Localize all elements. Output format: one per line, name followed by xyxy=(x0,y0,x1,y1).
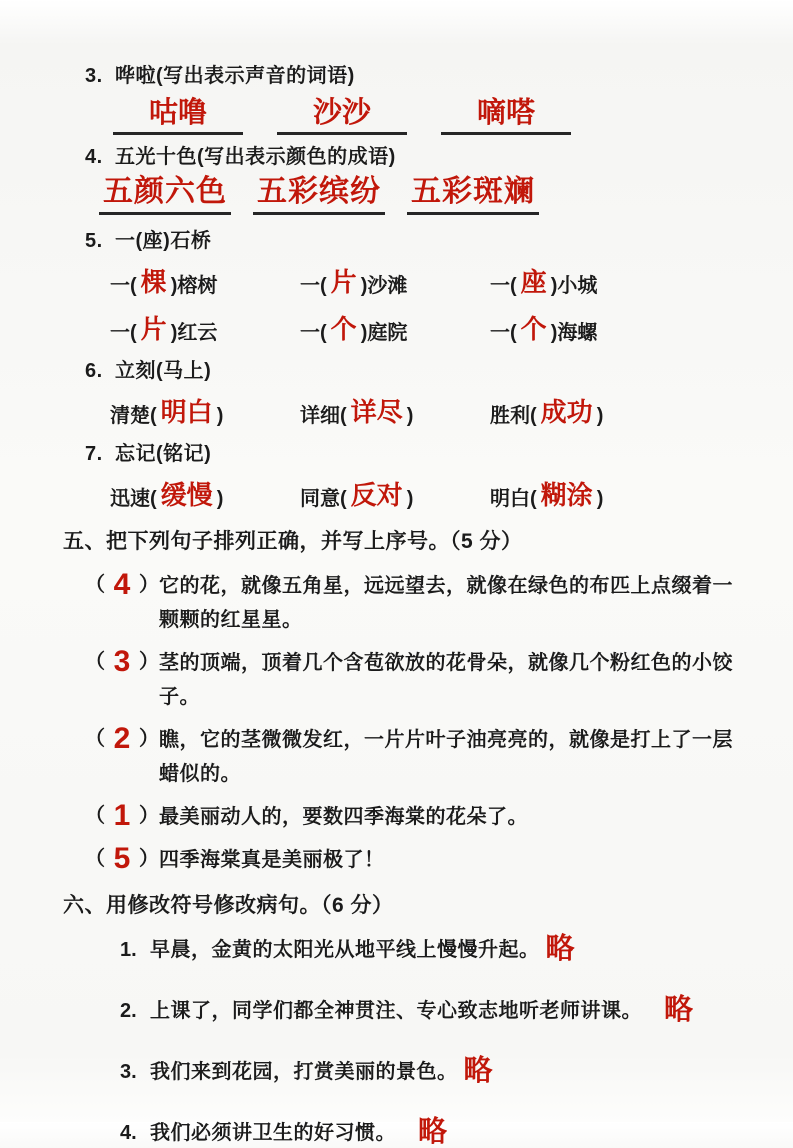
fill-in-cell: 一( 个 )庭院 xyxy=(300,314,408,344)
question-4 xyxy=(85,143,743,171)
sequence-number: 1 xyxy=(113,799,131,832)
question-7-prompt: 忘记(铭记) xyxy=(115,443,212,465)
answer-blank: 沙沙 xyxy=(277,96,407,135)
question-3 xyxy=(85,62,743,90)
answer-underlined: 五彩缤纷 xyxy=(253,175,385,215)
question-5-row-2 xyxy=(110,310,743,347)
question-3-prompt: 哗啦(写出表示声音的词语) xyxy=(115,65,355,87)
question-5-prompt: 一(座)石桥 xyxy=(115,230,212,252)
question-4-prompt: 五光十色(写出表示颜色的成语) xyxy=(115,146,396,168)
question-6-number: 6. xyxy=(85,360,103,382)
paren-open: （ xyxy=(85,805,105,827)
question-5-number: 5. xyxy=(85,230,103,252)
paren-open: （ xyxy=(85,651,105,673)
answer-text: 糊涂 xyxy=(540,480,593,510)
answer-text: 片 xyxy=(330,267,357,297)
question-7-row xyxy=(110,476,743,513)
answer-text: 座 xyxy=(520,267,547,297)
sentence-number: 2. xyxy=(120,1000,137,1022)
sequence-text: 它的花，就像五角星，远远望去，就像在绿色的布匹上点缀着一颗颗的红星星。 xyxy=(159,575,733,631)
brief-answer-mark: 略 xyxy=(418,1116,448,1148)
fill-in-cell: 一( 片 )红云 xyxy=(110,314,218,344)
fill-in-cell: 迅速( 缓慢 ) xyxy=(110,480,224,510)
answer-text: 详尽 xyxy=(350,397,403,427)
fill-in-cell: 一( 座 )小城 xyxy=(490,267,598,297)
answer-text: 反对 xyxy=(350,480,403,510)
sequence-item xyxy=(85,723,743,791)
paren-close: ） xyxy=(139,728,159,750)
fill-in-cell: 胜利( 成功 ) xyxy=(490,397,604,427)
answer-text: 棵 xyxy=(140,267,167,297)
sequence-text: 最美丽动人的，要数四季海棠的花朵了。 xyxy=(159,806,528,828)
question-4-answers xyxy=(99,175,743,215)
answer-underlined: 五颜六色 xyxy=(99,175,231,215)
question-6-prompt: 立刻(马上) xyxy=(115,360,212,382)
sentence-text: 早晨，金黄的太阳光从地平线上慢慢升起。 xyxy=(150,939,540,961)
sequence-text: 茎的顶端，顶着几个含苞欲放的花骨朵，就像几个粉红色的小饺子。 xyxy=(159,652,733,708)
brief-answer-mark: 略 xyxy=(545,933,575,965)
fill-in-cell: 一( 棵 )榕树 xyxy=(110,267,218,297)
sentence-text: 我们必须讲卫生的好习惯。 xyxy=(150,1122,396,1144)
sentence-number: 4. xyxy=(120,1122,137,1144)
answer-text: 个 xyxy=(520,314,547,344)
paren-close: ） xyxy=(139,574,159,596)
sequence-number: 4 xyxy=(113,568,131,601)
brief-answer-mark: 略 xyxy=(664,994,694,1026)
brief-answer-mark: 略 xyxy=(463,1055,493,1087)
paren-close: ） xyxy=(139,848,159,870)
sequence-text: 瞧，它的茎微微发红，一片片叶子油亮亮的，就像是打上了一层蜡似的。 xyxy=(159,729,733,785)
paren-open: （ xyxy=(85,574,105,596)
answer-underlined: 五彩斑斓 xyxy=(407,175,539,215)
sequence-number: 3 xyxy=(113,645,131,678)
sequence-text: 四季海棠真是美丽极了！ xyxy=(159,849,385,871)
sentence-text: 上课了，同学们都全神贯注、专心致志地听老师讲课。 xyxy=(150,1000,642,1022)
question-7-number: 7. xyxy=(85,443,103,465)
question-5 xyxy=(85,227,743,255)
paren-open: （ xyxy=(85,728,105,750)
sequence-item xyxy=(85,646,743,714)
sequence-number: 2 xyxy=(113,722,131,755)
question-6-row xyxy=(110,393,743,430)
sentence-number: 1. xyxy=(120,939,137,961)
paren-open: （ xyxy=(85,848,105,870)
paren-close: ） xyxy=(139,651,159,673)
fill-in-cell: 清楚( 明白 ) xyxy=(110,397,224,427)
answer-text: 成功 xyxy=(540,397,593,427)
section-5-heading: 五、把下列句子排列正确，并写上序号。（5 分） xyxy=(63,530,523,553)
sentence-number: 3. xyxy=(120,1061,137,1083)
answer-text: 个 xyxy=(330,314,357,344)
sentence-text: 我们来到花园，打赏美丽的景色。 xyxy=(150,1061,458,1083)
question-3-answers xyxy=(113,96,743,135)
answer-text: 片 xyxy=(140,314,167,344)
fill-in-cell: 详细( 详尽 ) xyxy=(300,397,414,427)
section-6-heading: 六、用修改符号修改病句。（6 分） xyxy=(63,894,394,917)
question-5-row-1 xyxy=(110,263,743,300)
sentence-item xyxy=(120,933,743,965)
sequence-number: 5 xyxy=(113,842,131,875)
question-7 xyxy=(85,440,743,468)
sequence-item xyxy=(85,843,743,877)
fill-in-cell: 同意( 反对 ) xyxy=(300,480,414,510)
fill-in-cell: 明白( 糊涂 ) xyxy=(490,480,604,510)
question-4-number: 4. xyxy=(85,146,103,168)
paren-close: ） xyxy=(139,805,159,827)
answer-blank: 嘀嗒 xyxy=(441,96,571,135)
sequence-item xyxy=(85,800,743,834)
fill-in-cell: 一( 个 )海螺 xyxy=(490,314,598,344)
sentence-item xyxy=(120,1116,743,1148)
fill-in-cell: 一( 片 )沙滩 xyxy=(300,267,408,297)
answer-text: 明白 xyxy=(160,397,213,427)
sentence-item xyxy=(120,1055,743,1087)
question-3-number: 3. xyxy=(85,65,103,87)
sequence-item xyxy=(85,569,743,637)
question-6 xyxy=(85,357,743,385)
answer-blank: 咕噜 xyxy=(113,96,243,135)
sentence-item xyxy=(120,994,743,1026)
answer-text: 缓慢 xyxy=(160,480,213,510)
